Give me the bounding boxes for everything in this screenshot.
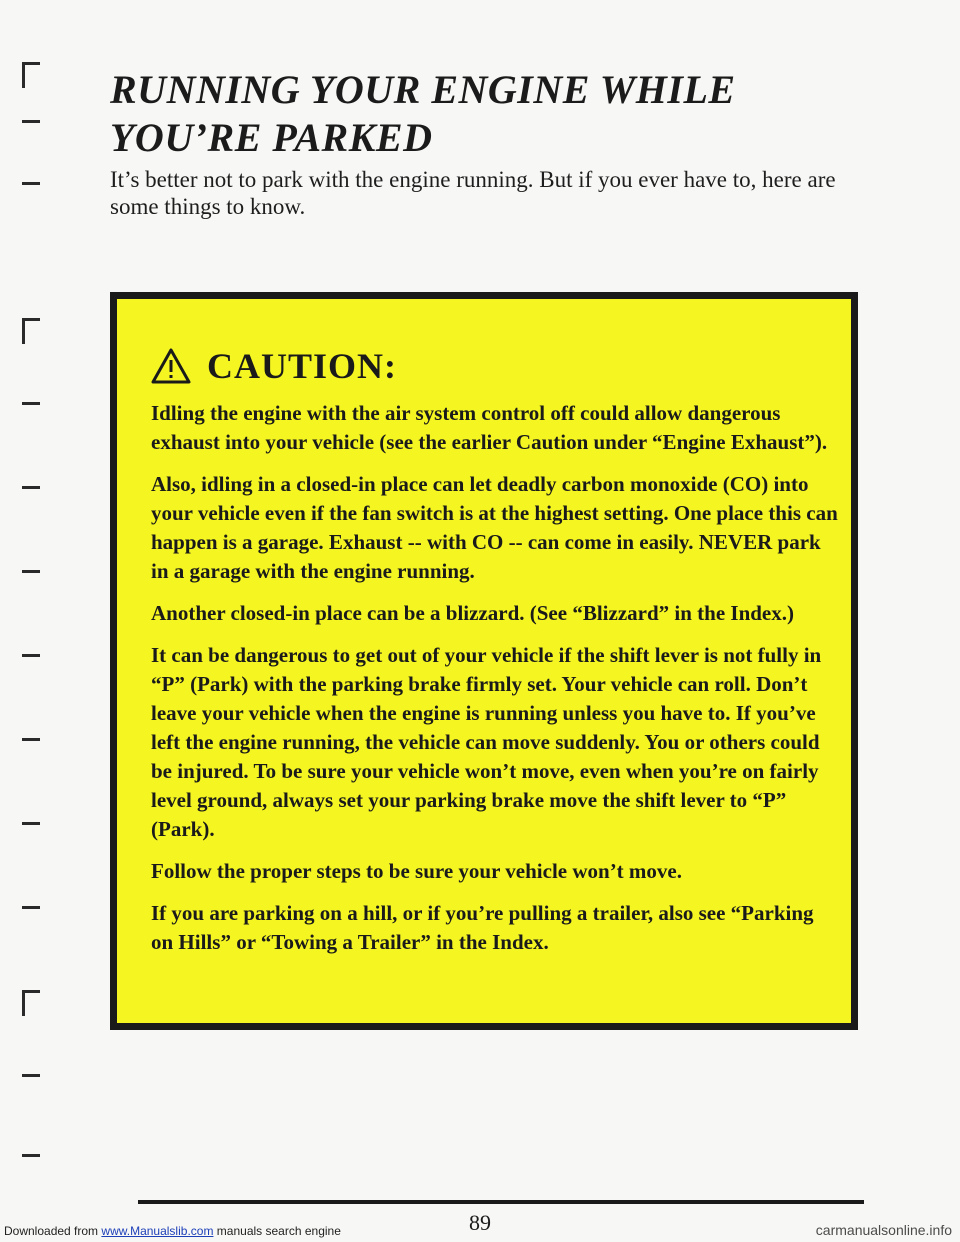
page-title: RUNNING YOUR ENGINE WHILE YOU’RE PARKED [110,67,736,160]
footer-rule [138,1200,864,1204]
margin-mark [22,1154,40,1157]
caution-paragraph: Also, idling in a closed-in place can let deadly carbon monoxide (CO) into your vehicle even if the fan switch is at the highest setting. One place this can happen is a garage. Exhaust -- with CO -- can come in easily. NEVER park in a garage with the engine running. [151,472,838,583]
margin-mark [22,906,40,909]
margin-mark [22,62,40,65]
caution-paragraph: If you are parking on a hill, or if you’re pulling a trailer, also see “Parking on Hills” or “Towing a Trailer” in the Index. [151,901,814,954]
site-watermark: carmanualsonline.info [815,1222,952,1238]
caution-paragraph: Idling the engine with the air system control off could allow dangerous exhaust into your vehicle (see the earlier Caution under “Engine Exhaust”). [151,401,828,454]
page-number: 89 [469,1210,491,1235]
manualslib-link[interactable]: www.Manualslib.com [101,1224,214,1238]
margin-mark [22,120,40,123]
caution-body [151,399,839,970]
margin-mark [22,654,40,657]
source-suffix: manuals search engine [216,1224,341,1238]
margin-marks [0,0,120,1242]
caution-box [110,292,858,1030]
source-prefix: Downloaded from [4,1224,99,1238]
margin-mark [22,990,40,993]
margin-mark [22,570,40,573]
caution-paragraph: Another closed-in place can be a blizzard. (See “Blizzard” in the Index.) [151,601,794,625]
margin-mark [22,1074,40,1077]
intro-paragraph: It’s better not to park with the engine running. But if you ever have to, here are some things to know. [110,167,836,219]
download-source-line [4,1224,341,1238]
caution-paragraph: It can be dangerous to get out of your vehicle if the shift lever is not fully in “P” (Park) with the parking brake firmly set. Your vehicle can roll. Don’t leave your vehicle when the engine is running unless you have to. If you’ve left the engine running, the vehicle can move suddenly. You or others could be injured. To be sure your vehicle won’t move, even when you’re on fairly level ground, always set your parking brake move the shift lever to “P” (Park). [151,643,822,841]
margin-mark [22,822,40,825]
margin-mark [22,486,40,489]
margin-mark [22,738,40,741]
warning-triangle-icon [151,348,191,384]
caution-heading: CAUTION: [207,346,398,386]
margin-mark [22,182,40,185]
margin-mark [22,318,40,321]
margin-mark [22,402,40,405]
caution-paragraph: Follow the proper steps to be sure your vehicle won’t move. [151,859,682,883]
caution-header [151,343,397,389]
